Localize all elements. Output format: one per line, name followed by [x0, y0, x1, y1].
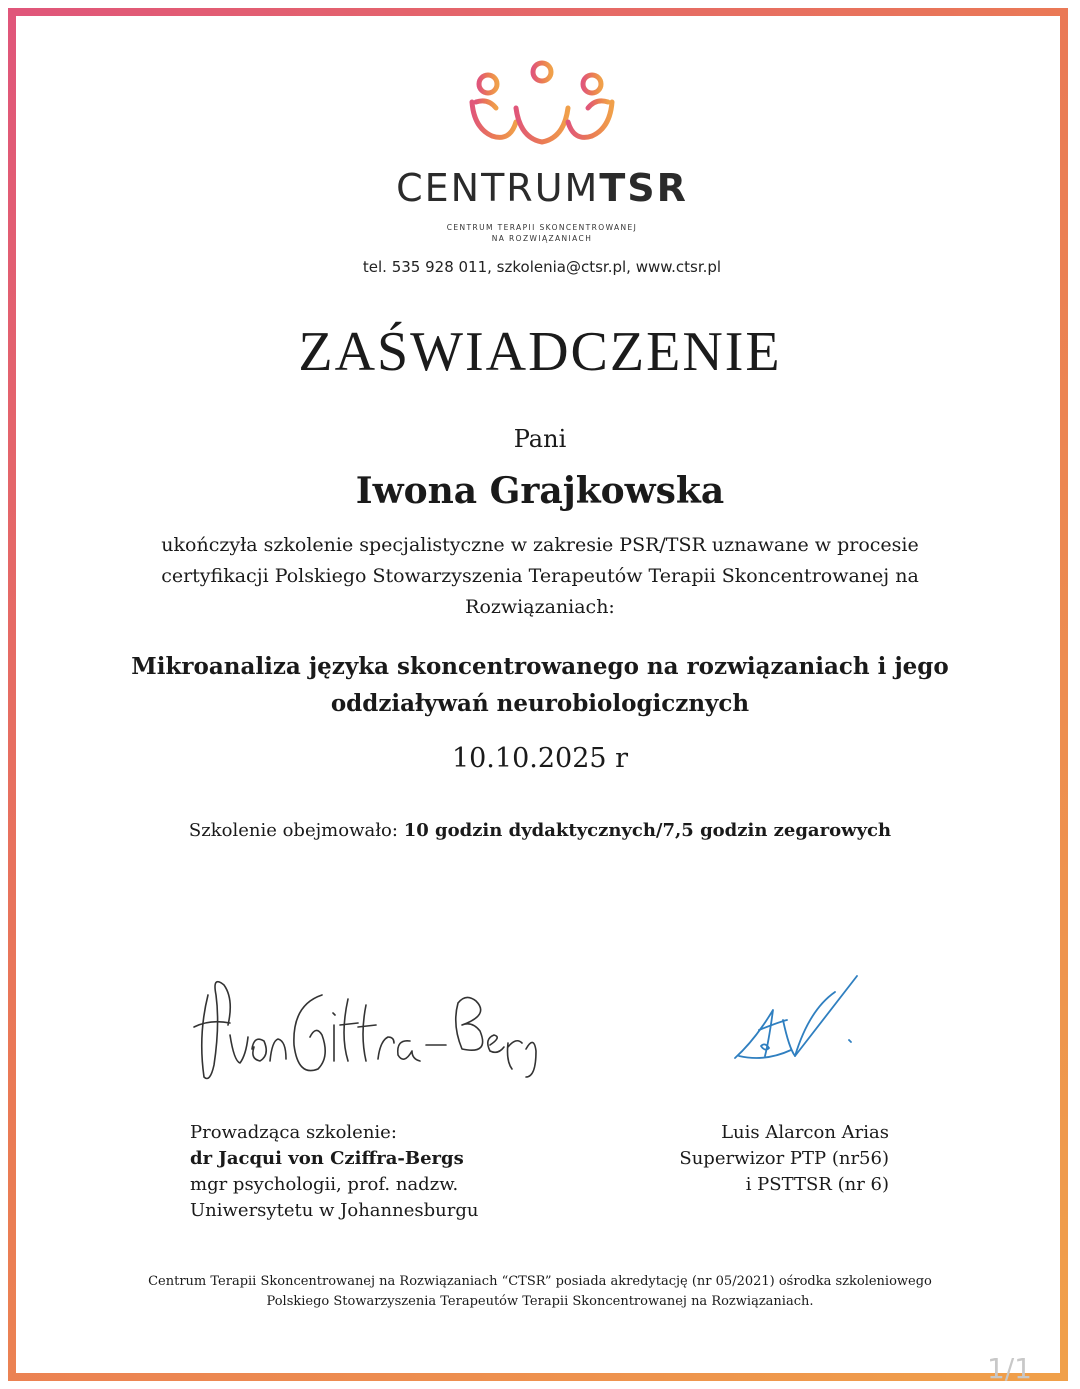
page-indicator: 1/1	[986, 1352, 1032, 1385]
contact-line: tel. 535 928 011, szkolenia@ctsr.pl, www.ctsr.pl	[362, 258, 722, 276]
signer-right	[560, 1120, 889, 1198]
signature-left	[190, 965, 540, 1090]
course-date: 10.10.2025 r	[451, 743, 629, 774]
training-hours	[0, 820, 1080, 841]
course-title	[0, 648, 1080, 722]
hours-value: 10 godzin dydaktycznych/7,5 godzin zegarowych	[403, 820, 892, 841]
signer-right-title-2: i PSTTSR (nr 6)	[745, 1174, 889, 1195]
three-people-logo-icon	[462, 58, 622, 154]
signer-left-affiliation: Uniwersytetu w Johannesburgu	[190, 1200, 479, 1221]
footer-line: Polskiego Stowarzyszenia Terapeutów Terapii Skoncentrowanej na Rozwiązaniach.	[266, 1294, 814, 1309]
footer-line: Centrum Terapii Skoncentrowanej na Rozwiązaniach “CTSR” posiada akredytację (nr 05/2021) ośrodka szkoleniowego	[148, 1274, 932, 1289]
course-title-line: Mikroanaliza języka skoncentrowanego na rozwiązaniach i jego	[131, 653, 949, 680]
brand-subtitle-line: NA ROZWIĄZANIACH	[491, 234, 593, 243]
signer-left-name	[190, 1146, 478, 1172]
signer-right-name: Luis Alarcon Arias	[721, 1122, 889, 1143]
hours-label: Szkolenie obejmowało:	[188, 820, 398, 841]
brand-bold: TSR	[599, 166, 688, 210]
brand-subtitle	[2, 222, 1080, 244]
signer-left-name-text: dr Jacqui von Cziffra-Bergs	[190, 1148, 464, 1169]
completion-text-line: ukończyła szkolenie specjalistyczne w zakresie PSR/TSR uznawane w procesie	[161, 534, 919, 556]
signer-left	[190, 1120, 478, 1224]
completion-text-line: certyfikacji Polskiego Stowarzyszenia Terapeutów Terapii Skoncentrowanej na	[161, 565, 919, 587]
course-title-line: oddziaływań neurobiologicznych	[330, 690, 750, 717]
brand-wordmark	[2, 166, 1080, 210]
signer-left-title: mgr psychologii, prof. nadzw.	[190, 1174, 459, 1195]
accreditation-footer	[0, 1272, 1080, 1312]
completion-text-line: Rozwiązaniach:	[465, 596, 615, 618]
signature-right	[725, 970, 865, 1070]
signer-right-title: Superwizor PTP (nr56)	[679, 1148, 889, 1169]
person-name: Iwona Grajkowska	[355, 470, 725, 512]
signer-left-role: Prowadząca szkolenie:	[190, 1122, 397, 1143]
brand-regular: CENTRUM	[396, 166, 600, 210]
document-title: ZAŚWIADCZENIE	[298, 321, 782, 383]
brand-subtitle-line: CENTRUM TERAPII SKONCENTROWANEJ	[446, 223, 638, 232]
salutation: Pani	[513, 425, 567, 453]
completion-text	[0, 530, 1080, 623]
